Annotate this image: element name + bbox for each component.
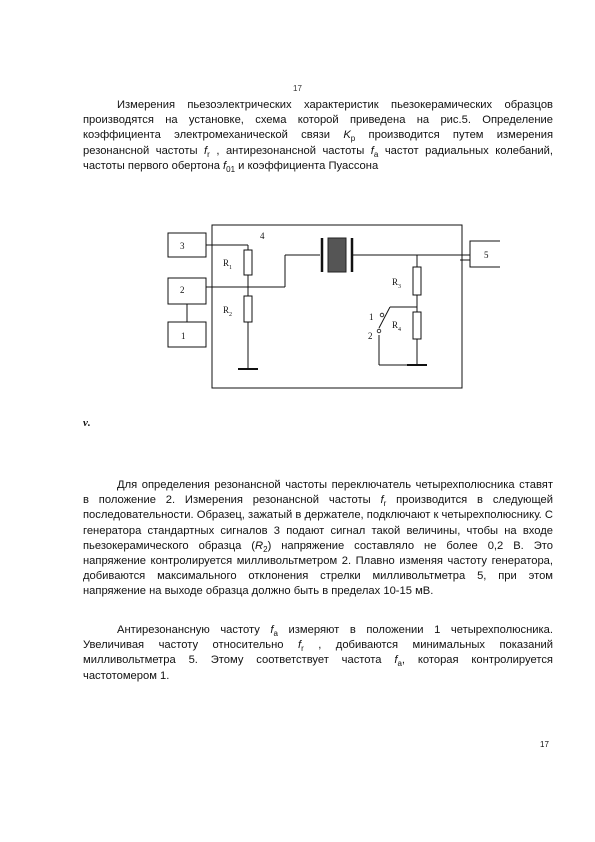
page-number-bottom: 17 bbox=[540, 740, 549, 749]
r3-label: $R_3$ bbox=[392, 277, 402, 290]
millivoltmeter-box-2 bbox=[168, 278, 206, 304]
switch-lever bbox=[379, 307, 390, 328]
box-5-label: 5 bbox=[484, 250, 489, 260]
paragraph-resonance: Для определения резонансной частоты переключатель четырехполюсника ставят в положение 2. Измерения резонансной частоты $f_r$ производится в следующей последовательности. Образец, зажатый в держателе, подключают к четырехполюснику. С генератора стандартных сигналов 3 подают сигнал такой величины, чтобы на входе пьезокерамического образца $(R_2)$ напряжение составляло не более 0,2 В. Это напряжение контролируется милливольтметром 2. Плавно изменяя частоту генератора, добиваются максимального отклонения стрелки милливольтметра 5, при этом напряжение на выходе образца должно быть в пределах 10-15 мВ. bbox=[83, 479, 554, 598]
r4-label: $R_4$ bbox=[392, 320, 402, 333]
poisson-symbol: ν. bbox=[83, 417, 91, 429]
resistor-r3 bbox=[413, 267, 421, 295]
resistor-r4 bbox=[413, 312, 421, 339]
paragraph-intro: Измерения пьезоэлектрических характеристик пьезокерамических образцов производятся на установке, схема которой приведена на рис.5. Определение коэффициента электромеханической связи $K_p$ производится путем измерения резонансной частоты $f_r$ , антирезонансной частоты $f_a$ частот радиальных колебаний, частоты первого обертона $f_{01}$ и коэффициента Пуассона bbox=[83, 99, 553, 175]
box-2-label: 2 bbox=[180, 285, 185, 295]
resistor-r2 bbox=[244, 296, 252, 322]
r2-label: $R_2$ bbox=[223, 305, 233, 318]
resistor-r1 bbox=[244, 250, 252, 275]
paragraph-antiresonance: Антирезонансную частоту $f_a$ измеряют в положении 1 четырехполюсника. Увеличивая частоту относительно $f_r$ , добиваются минимальных показаний милливольтметра 5. Этому соответствует частота $f_a$, которая контролируется частотомером 1. bbox=[83, 624, 554, 682]
switch-position-2-label: 2 bbox=[368, 331, 373, 341]
page-number-top: 17 bbox=[293, 84, 302, 93]
box-3-label: 3 bbox=[180, 241, 185, 251]
generator-box-3 bbox=[168, 233, 206, 257]
circuit-diagram bbox=[160, 222, 500, 392]
switch-position-1-label: 1 bbox=[369, 312, 374, 322]
box-1-label: 1 bbox=[181, 331, 186, 341]
enclosure-4-label: 4 bbox=[260, 231, 265, 241]
frequency-meter-box-1 bbox=[168, 322, 206, 347]
r1-label: $R_1$ bbox=[223, 258, 233, 271]
piezo-sample bbox=[328, 238, 346, 272]
